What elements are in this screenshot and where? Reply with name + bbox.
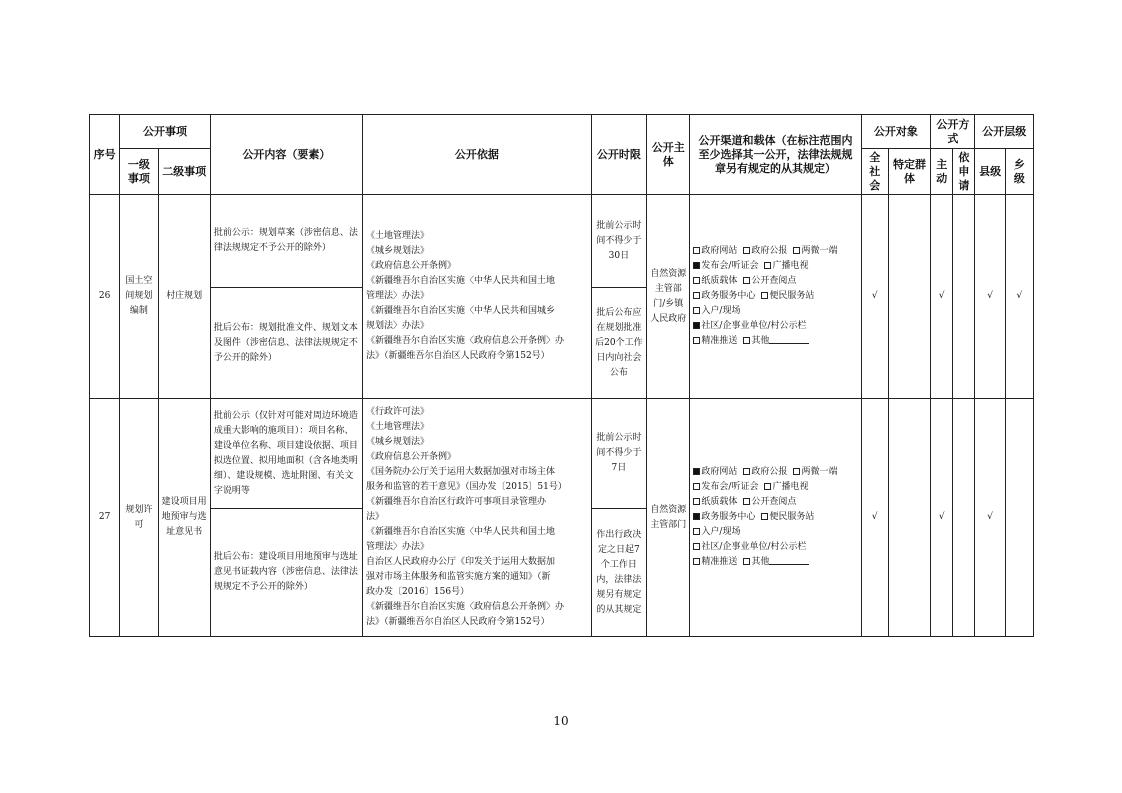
cell-basis: 《行政许可法》 《土地管理法》 《城乡规划法》 《政府信息公开条例》 《国务院办公厅关于运用大数据加强对市场主体 服务和监管的若干意见》（国办发〔2015〕51号） 《新疆维吾尔自治区行政许可事项目录管理办 法》 《新疆维吾尔自治区实施〈中华人民共和国土地 管理法〉办法》 自治区人民政府办公厅《印发关于运用大数据加 强对市场主体服务和监管实施方案的通知》（新 政办发〔2016〕156号） 《新疆维吾尔自治区实施〈政府信息公开条例〉办 法》（新疆维吾尔自治区人民政府令第152号） bbox=[363, 399, 592, 637]
channel-label: 其他 bbox=[751, 557, 770, 567]
channel-option[interactable] bbox=[693, 274, 737, 289]
channel-label: 发布会/听证会 bbox=[701, 482, 759, 492]
cell-level-township bbox=[1005, 399, 1033, 637]
unchecked-box-icon[interactable] bbox=[693, 277, 700, 284]
cell-channels bbox=[690, 399, 861, 637]
channel-option[interactable] bbox=[693, 319, 806, 334]
channel-option[interactable] bbox=[693, 304, 740, 319]
header-method-apply: 依申请 bbox=[953, 149, 975, 195]
channel-label: 便民服务站 bbox=[769, 291, 815, 301]
channel-label: 政府网站 bbox=[701, 467, 738, 477]
channel-label: 精准推送 bbox=[701, 336, 738, 346]
header-level-township: 乡级 bbox=[1005, 149, 1033, 195]
unchecked-box-icon[interactable] bbox=[743, 277, 750, 284]
header-matters: 公开事项 bbox=[120, 115, 211, 149]
channel-label: 政府公报 bbox=[751, 246, 788, 256]
cell-seq: 27 bbox=[90, 399, 120, 637]
header-target-all: 全社会 bbox=[861, 149, 888, 195]
channel-label: 入户/现场 bbox=[701, 527, 741, 537]
channel-label: 政务服务中心 bbox=[701, 512, 756, 522]
cell-content-pre: 批前公示（仅针对可能对周边环境造成重大影响的施项目）：项目名称、建设单位名称、项目建设依据、项目拟选位置、拟用地面积（含各地类明细）、建设规模、选址附图、有关文字说明等 bbox=[210, 399, 362, 509]
channel-label: 便民服务站 bbox=[769, 512, 815, 522]
cell-basis: 《土地管理法》 《城乡规划法》 《政府信息公开条例》 《新疆维吾尔自治区实施〈中华人民共和国土地 管理法〉办法》 《新疆维吾尔自治区实施〈中华人民共和国城乡 规划法〉办法》 《新疆维吾尔自治区实施〈政府信息公开条例〉办 法》（新疆维吾尔自治区人民政府令第152号） bbox=[363, 195, 592, 399]
channel-label: 公开查阅点 bbox=[751, 497, 797, 507]
cell-time-post: 作出行政决定之日起7个工作日内，法律法规另有规定的从其规定 bbox=[591, 509, 646, 637]
header-target-specific: 特定群体 bbox=[888, 149, 930, 195]
channel-option[interactable] bbox=[764, 259, 808, 274]
table-row bbox=[90, 195, 1034, 288]
checked-box-icon[interactable] bbox=[693, 468, 700, 475]
unchecked-box-icon[interactable] bbox=[764, 483, 771, 490]
channel-option[interactable] bbox=[743, 555, 809, 570]
cell-method-active: √ bbox=[931, 399, 953, 637]
unchecked-box-icon[interactable] bbox=[743, 337, 750, 344]
header-content: 公开内容（要素） bbox=[210, 115, 362, 195]
channel-label: 其他 bbox=[751, 336, 770, 346]
unchecked-box-icon[interactable] bbox=[693, 483, 700, 490]
unchecked-box-icon[interactable] bbox=[693, 307, 700, 314]
channel-label: 两微一端 bbox=[801, 467, 838, 477]
cell-content-post: 批后公布：建设项目用地预审与选址意见书证载内容（涉密信息、法律法规规定不予公开的除外） bbox=[210, 509, 362, 637]
channel-option[interactable] bbox=[743, 495, 796, 510]
channel-label: 社区/企事业单位/村公示栏 bbox=[701, 542, 807, 552]
cell-method-apply bbox=[953, 195, 975, 399]
checked-box-icon[interactable] bbox=[693, 513, 700, 520]
unchecked-box-icon[interactable] bbox=[693, 543, 700, 550]
cell-level-township: √ bbox=[1005, 195, 1033, 399]
channel-option[interactable] bbox=[693, 525, 740, 540]
unchecked-box-icon[interactable] bbox=[743, 558, 750, 565]
cell-content-pre: 批前公示：规划草案（涉密信息、法律法规规定不予公开的除外） bbox=[210, 195, 362, 288]
channel-option[interactable] bbox=[693, 510, 755, 525]
header-seq: 序号 bbox=[90, 115, 120, 195]
channel-label: 政府网站 bbox=[701, 246, 738, 256]
channel-option[interactable] bbox=[761, 289, 814, 304]
header-method: 公开方式 bbox=[931, 115, 975, 149]
channel-option[interactable] bbox=[743, 274, 796, 289]
channel-option[interactable] bbox=[693, 480, 758, 495]
cell-time-pre: 批前公示时间不得少于30日 bbox=[591, 195, 646, 288]
blank-line bbox=[769, 555, 809, 565]
header-level2: 二级事项 bbox=[158, 149, 210, 195]
page-number: 10 bbox=[553, 714, 569, 728]
header-method-active: 主动 bbox=[931, 149, 953, 195]
channel-option[interactable] bbox=[693, 334, 737, 349]
cell-target-specific bbox=[888, 195, 930, 399]
cell-level2: 村庄规划 bbox=[158, 195, 210, 399]
channel-list bbox=[693, 465, 857, 570]
cell-level-county: √ bbox=[975, 399, 1005, 637]
unchecked-box-icon[interactable] bbox=[764, 262, 771, 269]
channel-option[interactable] bbox=[743, 244, 787, 259]
channel-label: 公开查阅点 bbox=[751, 276, 797, 286]
unchecked-box-icon[interactable] bbox=[761, 292, 768, 299]
cell-level1: 规划许可 bbox=[120, 399, 158, 637]
unchecked-box-icon[interactable] bbox=[693, 528, 700, 535]
unchecked-box-icon[interactable] bbox=[761, 513, 768, 520]
channel-label: 政府公报 bbox=[751, 467, 788, 477]
channel-option[interactable] bbox=[793, 244, 837, 259]
cell-time-pre: 批前公示时间不得少于7日 bbox=[591, 399, 646, 509]
channel-label: 精准推送 bbox=[701, 557, 738, 567]
header-level1: 一级事项 bbox=[120, 149, 158, 195]
channel-option[interactable] bbox=[693, 555, 737, 570]
header-channel: 公开渠道和载体（在标注范围内至少选择其一公开，法律法规规章另有规定的从其规定） bbox=[690, 115, 861, 195]
cell-target-all: √ bbox=[861, 195, 888, 399]
checked-box-icon[interactable] bbox=[693, 322, 700, 329]
cell-method-active: √ bbox=[931, 195, 953, 399]
unchecked-box-icon[interactable] bbox=[743, 468, 750, 475]
channel-option[interactable] bbox=[693, 540, 806, 555]
unchecked-box-icon[interactable] bbox=[793, 247, 800, 254]
cell-level1: 国土空间规划编制 bbox=[120, 195, 158, 399]
channel-option[interactable] bbox=[693, 244, 737, 259]
channel-label: 政务服务中心 bbox=[701, 291, 756, 301]
header-basis: 公开依据 bbox=[363, 115, 592, 195]
channel-label: 发布会/听证会 bbox=[701, 261, 759, 271]
unchecked-box-icon[interactable] bbox=[693, 292, 700, 299]
channel-label: 纸质载体 bbox=[701, 276, 738, 286]
cell-subject: 自然资源主管部门 bbox=[647, 399, 690, 637]
cell-level2: 建设项目用地预审与选址意见书 bbox=[158, 399, 210, 637]
checked-box-icon[interactable] bbox=[693, 262, 700, 269]
channel-list bbox=[693, 244, 857, 349]
channel-label: 社区/企事业单位/村公示栏 bbox=[701, 321, 807, 331]
channel-option[interactable] bbox=[693, 289, 755, 304]
channel-option[interactable] bbox=[793, 465, 837, 480]
cell-content-post: 批后公布：规划批准文件、规划文本及图件（涉密信息、法律法规规定不予公开的除外） bbox=[210, 288, 362, 399]
unchecked-box-icon[interactable] bbox=[693, 247, 700, 254]
header-level-county: 县级 bbox=[975, 149, 1005, 195]
channel-option[interactable] bbox=[693, 465, 737, 480]
channel-option[interactable] bbox=[743, 334, 809, 349]
table-row bbox=[90, 399, 1034, 509]
cell-time-post: 批后公布应在规划批准后20个工作日内向社会公布 bbox=[591, 288, 646, 399]
blank-line bbox=[769, 334, 809, 344]
channel-label: 两微一端 bbox=[801, 246, 838, 256]
cell-method-apply bbox=[953, 399, 975, 637]
disclosure-table bbox=[89, 114, 1034, 637]
cell-subject: 自然资源主管部门/乡镇人民政府 bbox=[647, 195, 690, 399]
header-target: 公开对象 bbox=[861, 115, 931, 149]
unchecked-box-icon[interactable] bbox=[693, 498, 700, 505]
unchecked-box-icon[interactable] bbox=[743, 247, 750, 254]
channel-label: 入户/现场 bbox=[701, 306, 741, 316]
channel-option[interactable] bbox=[764, 480, 808, 495]
unchecked-box-icon[interactable] bbox=[693, 558, 700, 565]
unchecked-box-icon[interactable] bbox=[743, 498, 750, 505]
channel-option[interactable] bbox=[761, 510, 814, 525]
cell-channels bbox=[690, 195, 861, 399]
header-subject: 公开主体 bbox=[647, 115, 690, 195]
cell-target-specific bbox=[888, 399, 930, 637]
channel-option[interactable] bbox=[693, 495, 737, 510]
unchecked-box-icon[interactable] bbox=[793, 468, 800, 475]
channel-label: 广播电视 bbox=[772, 482, 809, 492]
channel-option[interactable] bbox=[693, 259, 758, 274]
channel-option[interactable] bbox=[743, 465, 787, 480]
header-timelimit: 公开时限 bbox=[591, 115, 646, 195]
cell-target-all: √ bbox=[861, 399, 888, 637]
header-level: 公开层级 bbox=[975, 115, 1034, 149]
cell-level-county: √ bbox=[975, 195, 1005, 399]
channel-label: 纸质载体 bbox=[701, 497, 738, 507]
unchecked-box-icon[interactable] bbox=[693, 337, 700, 344]
channel-label: 广播电视 bbox=[772, 261, 809, 271]
cell-seq: 26 bbox=[90, 195, 120, 399]
